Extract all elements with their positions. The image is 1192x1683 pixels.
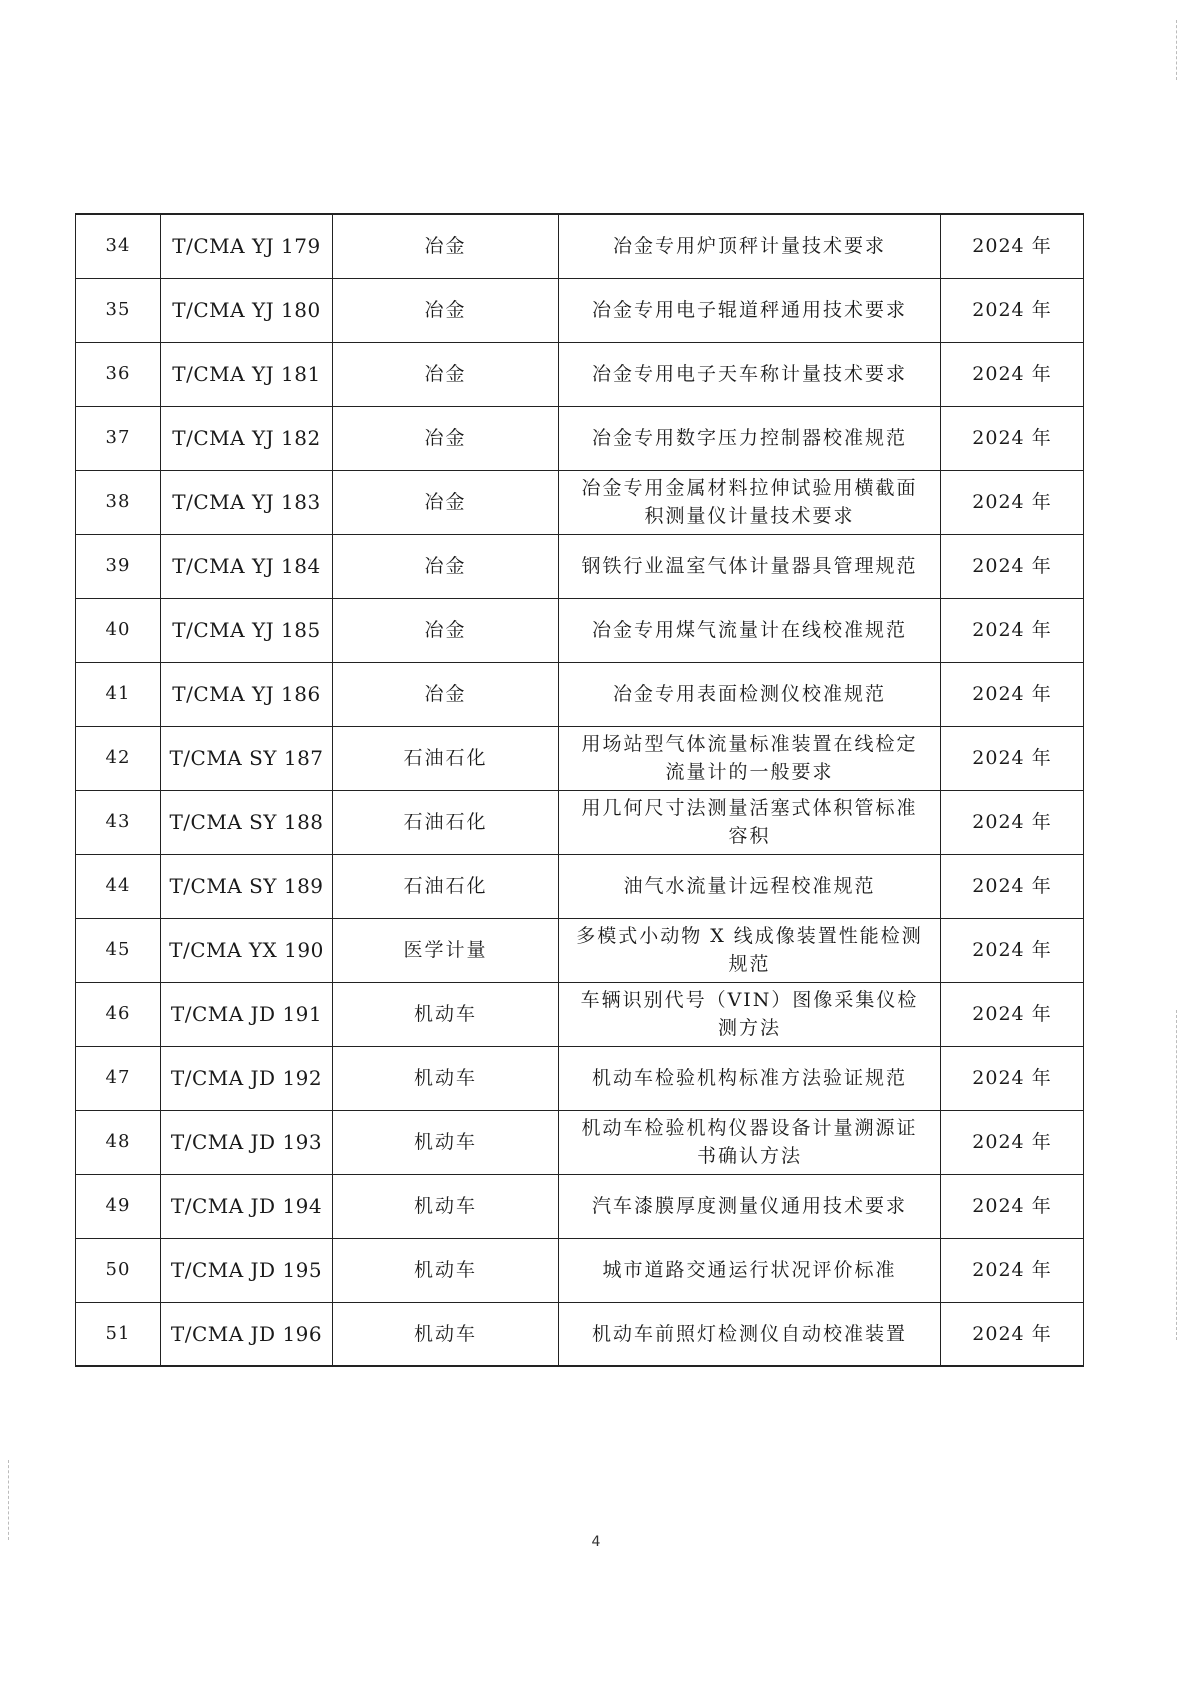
- table-row: [76, 534, 1084, 598]
- cell-standard-code: T/CMA YX 190: [161, 918, 333, 982]
- cell-year: 2024 年: [941, 854, 1084, 918]
- cell-year: 2024 年: [941, 342, 1084, 406]
- cell-standard-code: T/CMA SY 188: [161, 790, 333, 854]
- cell-number: 50: [76, 1238, 161, 1302]
- cell-year: 2024 年: [941, 406, 1084, 470]
- table-row: [76, 1302, 1084, 1366]
- cell-field: 机动车: [333, 1238, 559, 1302]
- cell-year: 2024 年: [941, 918, 1084, 982]
- cell-year: 2024 年: [941, 1238, 1084, 1302]
- table-row: [76, 854, 1084, 918]
- cell-standard-name: 钢铁行业温室气体计量器具管理规范: [559, 534, 941, 598]
- cell-standard-name: 机动车前照灯检测仪自动校准装置: [559, 1302, 941, 1366]
- cell-year: 2024 年: [941, 726, 1084, 790]
- cell-standard-name: 冶金专用表面检测仪校准规范: [559, 662, 941, 726]
- table-row: [76, 406, 1084, 470]
- cell-number: 36: [76, 342, 161, 406]
- table-row: [76, 918, 1084, 982]
- cell-year: 2024 年: [941, 278, 1084, 342]
- cell-year: 2024 年: [941, 790, 1084, 854]
- cell-standard-name: 冶金专用金属材料拉伸试验用横截面积测量仪计量技术要求: [559, 470, 941, 534]
- cell-standard-name: 冶金专用炉顶秤计量技术要求: [559, 214, 941, 278]
- scan-edge-mark: [1176, 1010, 1177, 1340]
- cell-field: 冶金: [333, 662, 559, 726]
- cell-field: 机动车: [333, 982, 559, 1046]
- cell-number: 42: [76, 726, 161, 790]
- cell-number: 44: [76, 854, 161, 918]
- cell-field: 冶金: [333, 470, 559, 534]
- cell-standard-name: 冶金专用电子天车称计量技术要求: [559, 342, 941, 406]
- cell-standard-code: T/CMA YJ 186: [161, 662, 333, 726]
- table-row: [76, 982, 1084, 1046]
- cell-standard-code: T/CMA SY 187: [161, 726, 333, 790]
- cell-number: 47: [76, 1046, 161, 1110]
- cell-standard-code: T/CMA YJ 179: [161, 214, 333, 278]
- cell-standard-code: T/CMA YJ 181: [161, 342, 333, 406]
- cell-field: 冶金: [333, 278, 559, 342]
- cell-number: 43: [76, 790, 161, 854]
- cell-year: 2024 年: [941, 982, 1084, 1046]
- page-number: 4: [591, 1534, 601, 1550]
- cell-standard-code: T/CMA JD 195: [161, 1238, 333, 1302]
- table-row: [76, 790, 1084, 854]
- cell-year: 2024 年: [941, 1174, 1084, 1238]
- cell-standard-code: T/CMA JD 194: [161, 1174, 333, 1238]
- cell-number: 45: [76, 918, 161, 982]
- cell-standard-name: 机动车检验机构仪器设备计量溯源证书确认方法: [559, 1110, 941, 1174]
- cell-standard-code: T/CMA YJ 184: [161, 534, 333, 598]
- cell-year: 2024 年: [941, 1110, 1084, 1174]
- cell-standard-code: T/CMA YJ 180: [161, 278, 333, 342]
- cell-field: 机动车: [333, 1174, 559, 1238]
- cell-standard-code: T/CMA JD 191: [161, 982, 333, 1046]
- table-row: [76, 278, 1084, 342]
- table-row: [76, 598, 1084, 662]
- cell-field: 冶金: [333, 534, 559, 598]
- cell-standard-name: 机动车检验机构标准方法验证规范: [559, 1046, 941, 1110]
- cell-number: 41: [76, 662, 161, 726]
- cell-field: 冶金: [333, 342, 559, 406]
- table-row: [76, 470, 1084, 534]
- cell-field: 机动车: [333, 1302, 559, 1366]
- cell-standard-name: 油气水流量计远程校准规范: [559, 854, 941, 918]
- standards-table-body: [76, 214, 1084, 1366]
- cell-standard-name: 冶金专用数字压力控制器校准规范: [559, 406, 941, 470]
- cell-field: 冶金: [333, 214, 559, 278]
- cell-standard-code: T/CMA JD 193: [161, 1110, 333, 1174]
- cell-number: 39: [76, 534, 161, 598]
- cell-number: 35: [76, 278, 161, 342]
- cell-standard-code: T/CMA JD 192: [161, 1046, 333, 1110]
- cell-standard-name: 冶金专用煤气流量计在线校准规范: [559, 598, 941, 662]
- cell-standard-name: 汽车漆膜厚度测量仪通用技术要求: [559, 1174, 941, 1238]
- cell-field: 冶金: [333, 598, 559, 662]
- cell-number: 51: [76, 1302, 161, 1366]
- cell-number: 49: [76, 1174, 161, 1238]
- cell-field: 石油石化: [333, 854, 559, 918]
- cell-standard-code: T/CMA YJ 182: [161, 406, 333, 470]
- cell-year: 2024 年: [941, 1302, 1084, 1366]
- table-row: [76, 342, 1084, 406]
- cell-standard-code: T/CMA JD 196: [161, 1302, 333, 1366]
- cell-year: 2024 年: [941, 534, 1084, 598]
- cell-standard-name: 用场站型气体流量标准装置在线检定流量计的一般要求: [559, 726, 941, 790]
- cell-standard-name: 冶金专用电子辊道秤通用技术要求: [559, 278, 941, 342]
- scan-edge-mark: [1176, 20, 1177, 80]
- table-row: [76, 662, 1084, 726]
- cell-field: 机动车: [333, 1110, 559, 1174]
- cell-year: 2024 年: [941, 598, 1084, 662]
- table-row: [76, 1174, 1084, 1238]
- cell-year: 2024 年: [941, 1046, 1084, 1110]
- table-row: [76, 1046, 1084, 1110]
- cell-field: 医学计量: [333, 918, 559, 982]
- cell-field: 石油石化: [333, 726, 559, 790]
- cell-standard-name: 车辆识别代号（VIN）图像采集仪检测方法: [559, 982, 941, 1046]
- cell-number: 40: [76, 598, 161, 662]
- cell-number: 38: [76, 470, 161, 534]
- cell-field: 机动车: [333, 1046, 559, 1110]
- cell-year: 2024 年: [941, 470, 1084, 534]
- cell-number: 34: [76, 214, 161, 278]
- table-row: [76, 1238, 1084, 1302]
- cell-number: 48: [76, 1110, 161, 1174]
- cell-field: 石油石化: [333, 790, 559, 854]
- scan-edge-mark: [8, 1460, 9, 1540]
- cell-standard-name: 城市道路交通运行状况评价标准: [559, 1238, 941, 1302]
- table-row: [76, 726, 1084, 790]
- cell-standard-name: 多模式小动物 X 线成像装置性能检测规范: [559, 918, 941, 982]
- cell-number: 37: [76, 406, 161, 470]
- table-row: [76, 214, 1084, 278]
- cell-standard-code: T/CMA YJ 183: [161, 470, 333, 534]
- cell-standard-code: T/CMA SY 189: [161, 854, 333, 918]
- cell-year: 2024 年: [941, 214, 1084, 278]
- cell-year: 2024 年: [941, 662, 1084, 726]
- cell-number: 46: [76, 982, 161, 1046]
- cell-field: 冶金: [333, 406, 559, 470]
- standards-table: [75, 213, 1084, 1367]
- cell-standard-code: T/CMA YJ 185: [161, 598, 333, 662]
- table-row: [76, 1110, 1084, 1174]
- cell-standard-name: 用几何尺寸法测量活塞式体积管标准容积: [559, 790, 941, 854]
